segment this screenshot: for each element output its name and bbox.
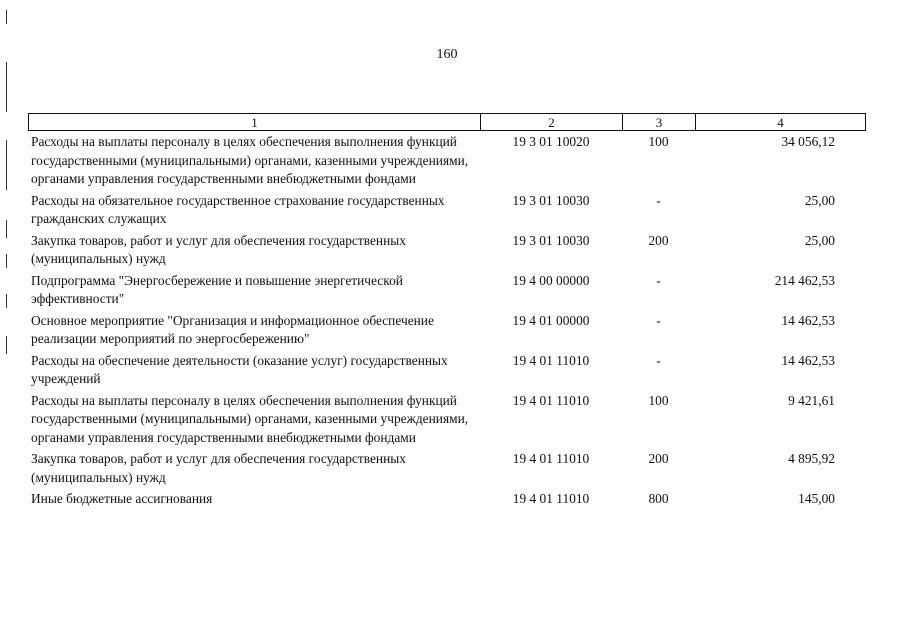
row-sum: 34 056,12 — [781, 134, 835, 149]
row-name: Расходы на выплаты персоналу в целях обеспечения выполнения функций государственными (муниципальными) органами, казенными учреждениями, органами управления государственными внебюджетными фондами — [31, 392, 469, 445]
column-header-row — [28, 113, 866, 131]
scan-margin-mark — [6, 10, 7, 24]
scan-margin-mark — [6, 62, 7, 112]
table-row — [28, 192, 865, 232]
row-expense-type: - — [656, 312, 661, 328]
row-expense-type: - — [656, 352, 661, 368]
scan-margin-mark — [6, 140, 7, 190]
row-code: 19 3 01 10030 — [512, 192, 590, 208]
row-expense-type: 200 — [648, 232, 669, 248]
row-sum: 14 462,53 — [781, 352, 835, 368]
row-sum: 4 895,92 — [788, 451, 835, 466]
scan-margin-mark — [6, 294, 7, 308]
row-code: 19 4 00 00000 — [512, 272, 590, 288]
row-code: 19 3 01 10030 — [512, 232, 590, 248]
table-row — [28, 312, 865, 352]
column-header-3: 3 — [623, 114, 696, 131]
row-name: Расходы на обеспечение деятельности (оказание услуг) государственных учреждений — [31, 352, 448, 386]
table-row — [28, 232, 865, 272]
row-sum: 14 462,53 — [781, 312, 835, 328]
row-code: 19 4 01 11010 — [512, 392, 590, 408]
row-expense-type: 800 — [648, 491, 669, 506]
row-code: 19 3 01 10020 — [512, 134, 590, 149]
table-row — [28, 272, 865, 312]
row-sum: 9 421,61 — [788, 392, 835, 408]
row-code: 19 4 01 11010 — [512, 491, 590, 506]
scan-margin-mark — [6, 220, 7, 238]
table-row — [28, 392, 865, 451]
table-row — [28, 352, 865, 392]
budget-table — [28, 133, 865, 512]
row-expense-type: 100 — [648, 392, 669, 408]
row-code: 19 4 01 11010 — [512, 451, 590, 466]
row-name: Закупка товаров, работ и услуг для обеспечения государственных (муниципальных) нужд — [31, 232, 406, 266]
row-expense-type: - — [656, 272, 661, 288]
row-name: Основное мероприятие "Организация и информационное обеспечение реализации мероприятий по энергосбережению" — [31, 312, 434, 346]
scan-margin-mark — [6, 336, 7, 354]
row-name: Расходы на выплаты персоналу в целях обеспечения выполнения функций государственными (муниципальными) органами, казенными учреждениями, органами управления государственными внебюджетными фондами — [31, 134, 469, 186]
row-name: Подпрограмма "Энергосбережение и повышение энергетической эффективности" — [31, 272, 403, 306]
table-row — [28, 490, 865, 512]
row-name: Закупка товаров, работ и услуг для обеспечения государственных (муниципальных) нужд — [31, 451, 406, 485]
row-sum: 25,00 — [804, 192, 835, 208]
column-header-2: 2 — [481, 114, 623, 131]
table-row — [28, 450, 865, 490]
page-number: 160 — [436, 47, 458, 62]
row-sum: 145,00 — [798, 491, 835, 506]
row-expense-type: 200 — [648, 451, 669, 466]
table-row — [28, 133, 865, 192]
row-sum: 214 462,53 — [774, 272, 835, 288]
row-expense-type: - — [656, 192, 661, 208]
row-code: 19 4 01 00000 — [512, 312, 590, 328]
scan-margin-mark — [6, 254, 7, 268]
row-name: Иные бюджетные ассигнования — [31, 491, 213, 506]
row-name: Расходы на обязательное государственное страхование государственных гражданских служащих — [31, 192, 445, 226]
row-sum: 25,00 — [804, 232, 835, 248]
row-code: 19 4 01 11010 — [512, 352, 590, 368]
column-header-4: 4 — [696, 114, 866, 131]
row-expense-type: 100 — [648, 134, 669, 149]
column-header-1: 1 — [29, 114, 481, 131]
